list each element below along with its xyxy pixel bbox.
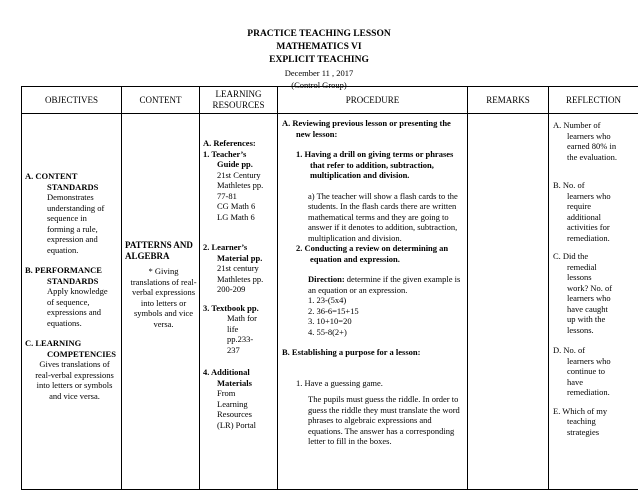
textbook-text: Math for life pp.233- 237 bbox=[227, 313, 257, 355]
additional-materials-title: 4. Additional Materials bbox=[203, 367, 252, 388]
objective-b-text: Apply knowledge of sequence, expressions and equations. bbox=[47, 286, 108, 328]
procedure-direction: Direction: determine if the given example is an equation or an expression. 1. 23-(5x4) 2. 36-6=15+15 3. 10+10=20 4. 55-8(2+) bbox=[282, 274, 468, 337]
col-remarks: REMARKS bbox=[468, 87, 549, 114]
remarks-cell bbox=[468, 114, 549, 490]
title-line-2: MATHEMATICS VI bbox=[276, 42, 362, 52]
lesson-date: December 11 , 2017 bbox=[284, 68, 354, 78]
reflection-a: A. Number of learners who earned 80% in the evaluation. bbox=[553, 120, 618, 162]
col-procedure: PROCEDURE bbox=[278, 87, 468, 114]
additional-materials-text: From Learning Resources (LR) Portal bbox=[217, 388, 256, 430]
col-resources-line-1: LEARNING bbox=[215, 89, 262, 99]
objective-a-title: A. CONTENT STANDARDS bbox=[25, 171, 99, 192]
reflection-b: B. No. of learners who require additional activities for remediation. bbox=[553, 180, 611, 243]
reflection-e: E. Which of my teaching strategies bbox=[553, 405, 608, 437]
objective-c-text: Gives translations of real-verbal expressions into letters or symbols and vice versa. bbox=[35, 359, 114, 401]
lesson-group: (Control Group) bbox=[291, 80, 347, 90]
objective-a-text: Demonstrates understanding of sequence in forming a rule, expression and equation. bbox=[47, 192, 105, 255]
col-resources bbox=[200, 87, 278, 114]
reflection-d: D. No. of learners who continue to have remediation. bbox=[553, 345, 611, 397]
procedure-step-2: 2. Conducting a review on determining an equation and expression. bbox=[296, 243, 449, 264]
procedure-a-title: A. Reviewing previous lesson or presenting the new lesson: bbox=[282, 118, 451, 139]
col-objectives: OBJECTIVES bbox=[22, 87, 122, 114]
procedure-cell bbox=[278, 114, 468, 490]
exercise-item: 2. 36-6=15+15 bbox=[308, 305, 359, 316]
content-text: * Giving translations of real- verbal expressions into letters or symbols and vice versa. bbox=[130, 266, 197, 329]
reflection-cell bbox=[549, 114, 638, 490]
title-line-3: EXPLICIT TEACHING bbox=[269, 55, 369, 65]
guessing-game-text: The pupils must guess the riddle. In order to guess the riddle they must translate the word phrases to algebraic expressions and equations. The answer has a corresponding letter to fill in the boxes. bbox=[308, 394, 460, 446]
guessing-game-title: 1. Have a guessing game. bbox=[296, 377, 383, 388]
procedure-b-title: B. Establishing a purpose for a lesson: bbox=[282, 347, 421, 357]
objectives-cell bbox=[22, 114, 122, 490]
exercise-item: 3. 10+10=20 bbox=[308, 316, 352, 326]
learners-material-text: 21st century Mathletes pp. 200-209 bbox=[217, 263, 264, 294]
col-reflection: REFLECTION bbox=[549, 87, 638, 114]
objective-c-title: C. LEARNING COMPETENCIES bbox=[25, 338, 116, 359]
title-line-1: PRACTICE TEACHING LESSON bbox=[247, 29, 391, 39]
resources-cell bbox=[200, 114, 278, 490]
textbook-title: 3. Textbook pp. bbox=[203, 302, 259, 313]
content-title: PATTERNS AND ALGEBRA bbox=[125, 240, 193, 261]
procedure-step-1: 1. Having a drill on giving terms or phrases that refer to addition, subtraction, multiplication and division. bbox=[296, 149, 454, 180]
procedure-step-1-text: a) The teacher will show a flash cards to the students. In the flash cards there are written mathematical terms and they are going to answer if it denotes to addition, subtraction, multiplication and division. bbox=[308, 190, 458, 243]
exercise-item: 4. 55-8(2+) bbox=[308, 326, 347, 337]
document-header bbox=[0, 28, 638, 91]
objective-b-title: B. PERFORMANCE STANDARDS bbox=[25, 265, 102, 286]
reflection-c: C. Did the remedial lessons work? No. of learners who have caught up with the lessons. bbox=[553, 251, 613, 335]
col-content: CONTENT bbox=[122, 87, 200, 114]
teachers-guide-title: 1. Teacher’s Guide pp. bbox=[203, 148, 253, 169]
exercise-item: 1. 23-(5x4) bbox=[308, 295, 347, 305]
col-resources-line-2: RESOURCES bbox=[212, 100, 265, 110]
header-row bbox=[22, 87, 638, 114]
body-row bbox=[22, 114, 638, 490]
learners-material-title: 2. Learner’s Material pp. bbox=[203, 242, 263, 263]
teachers-guide-text: 21st Century Mathletes pp. 77-81 CG Math 6 LG Math 6 bbox=[217, 169, 264, 222]
references-title: A. References: bbox=[203, 138, 256, 148]
lesson-plan-table bbox=[21, 86, 638, 490]
content-cell bbox=[122, 114, 200, 490]
